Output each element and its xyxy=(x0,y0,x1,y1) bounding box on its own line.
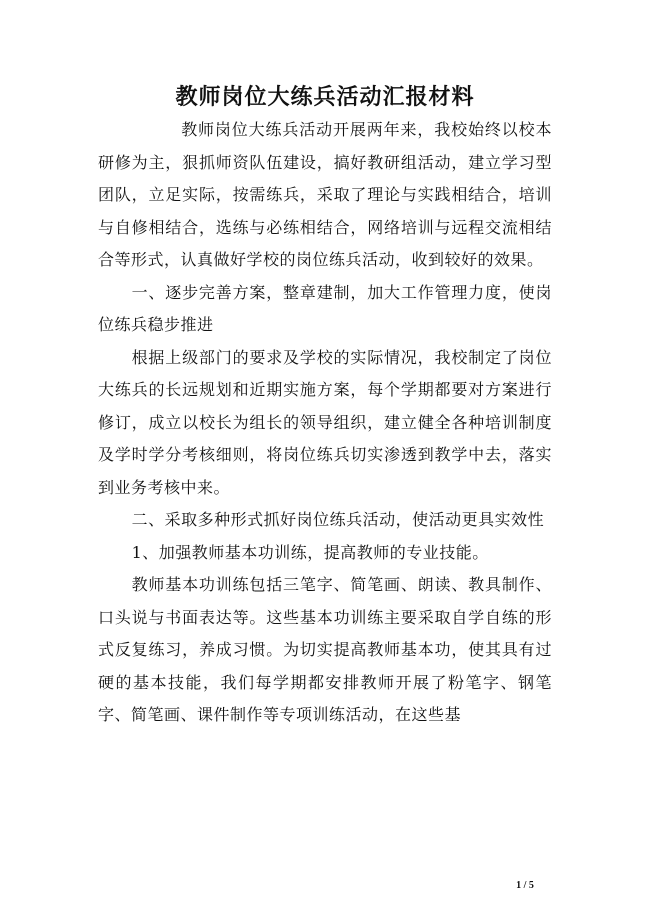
intro-paragraph: 教师岗位大练兵活动开展两年来，我校始终以校本研修为主，狠抓师资队伍建设，搞好教研组活动，建立学习型团队，立足实际，按需练兵，采取了理论与实践相结合，培训与自修相结合，选练与必练相结合，网络培训与远程交流相结合等形式，认真做好学校的岗位练兵活动，收到较好的效果。 xyxy=(98,120,552,269)
section-heading-1: 一、逐步完善方案，整章建制，加大工作管理力度，使岗位练兵稳步推进 xyxy=(98,282,552,334)
page-number: 1 / 5 xyxy=(516,880,534,891)
document-title: 教师岗位大练兵活动汇报材料 xyxy=(175,84,475,110)
document-body xyxy=(98,114,552,732)
section-1-paragraph: 根据上级部门的要求及学校的实际情况，我校制定了岗位大练兵的长远规划和近期实施方案，每个学期都要对方案进行修订，成立以校长为组长的领导组织，建立健全各种培训制度及学时学分考核细则，将岗位练兵切实渗透到教学中去，落实到业务考核中来。 xyxy=(98,347,552,497)
section-heading-2: 二、采取多种形式抓好岗位练兵活动，使活动更具实效性 xyxy=(131,510,545,529)
subsection-heading-1: 1、加强教师基本功训练，提高教师的专业技能。 xyxy=(131,542,489,562)
subsection-1-paragraph: 教师基本功训练包括三笔字、简笔画、朗读、教具制作、口头说与书面表达等。这些基本功训练主要采取自学自练的形式反复练习，养成习惯。为切实提高教师基本功，使其具有过硬的基本技能，我们每学期都安排教师开展了粉笔字、钢笔字、简笔画、课件制作等专项训练活动，在这些基 xyxy=(98,575,552,724)
